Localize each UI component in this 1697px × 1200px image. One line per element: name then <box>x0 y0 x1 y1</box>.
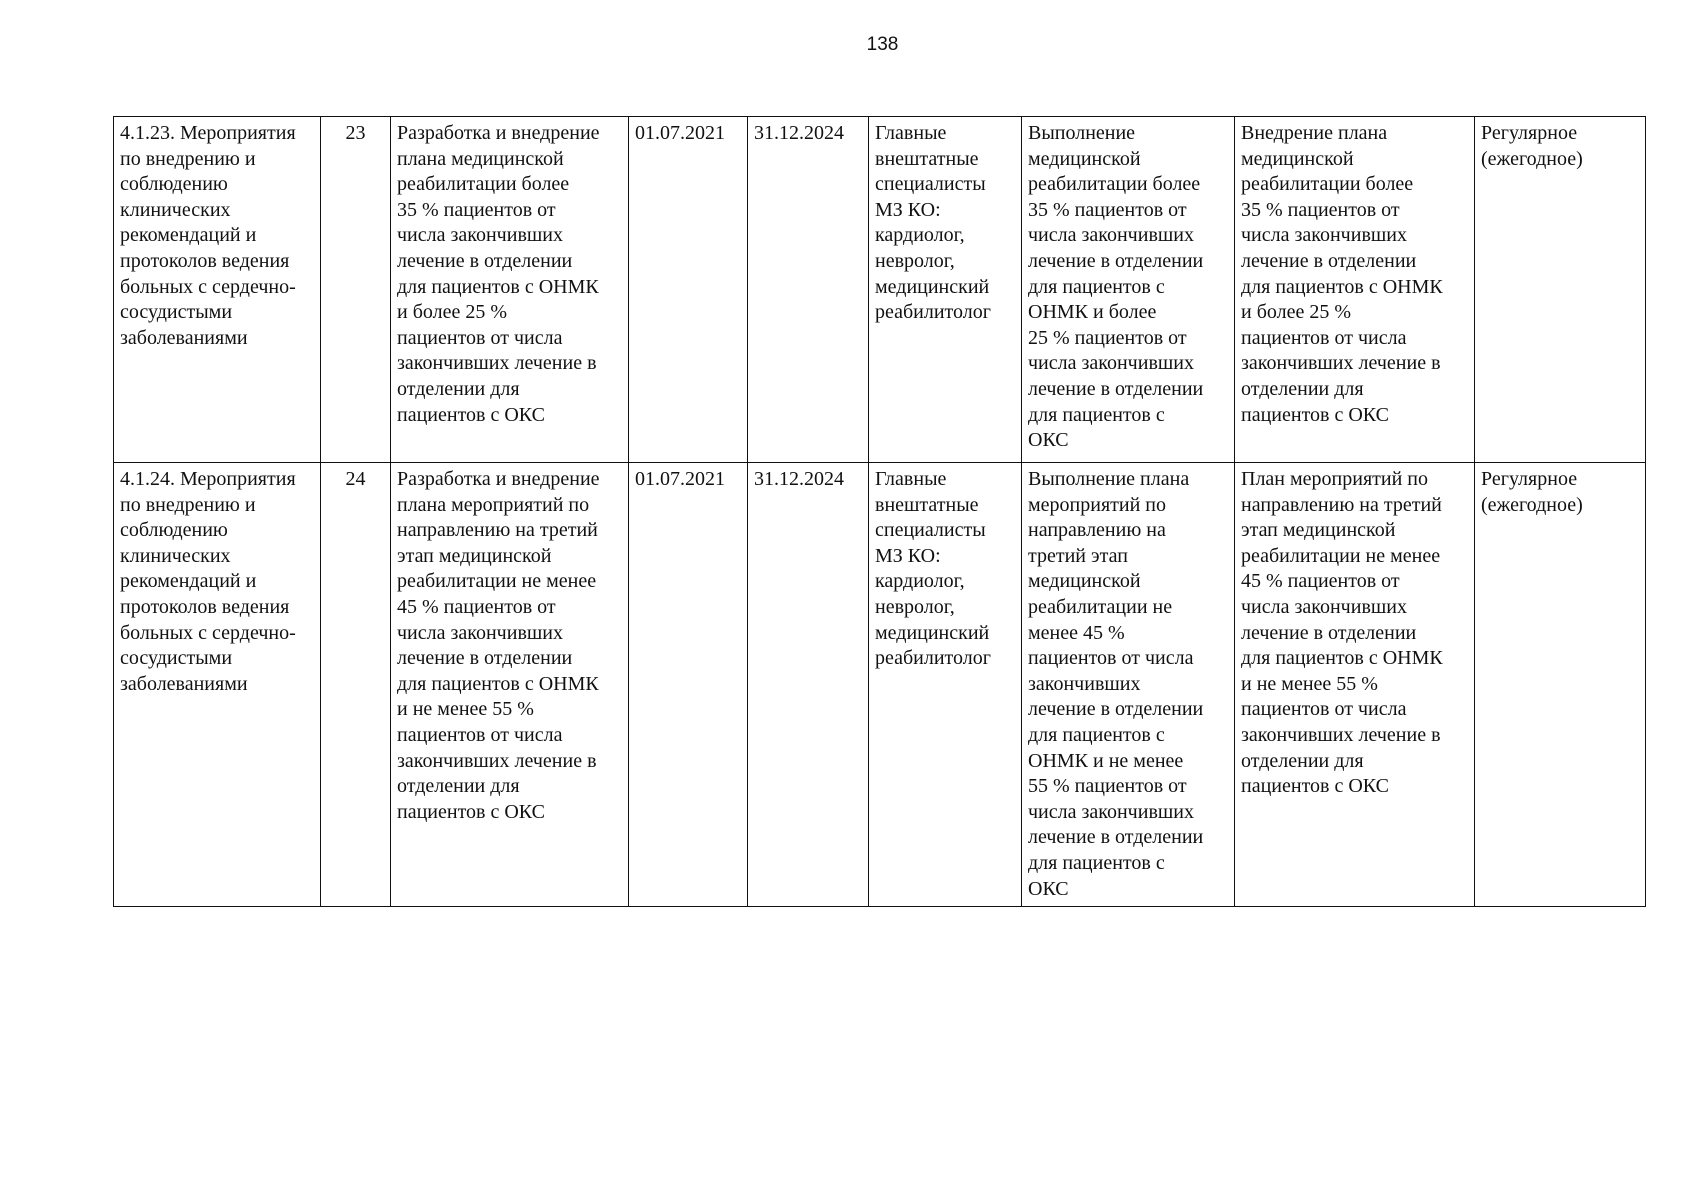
end-date-text: 31.12.2024 <box>754 122 844 144</box>
page-number: 138 <box>866 34 899 55</box>
action-text: Разработка и внедрение плана мероприятий по направлению на третий этап медицинской реабилитации не менее 45 % пациентов от числа закончивших лечение в отделении для пациентов с ОНМК и не менее 55 % пациентов от числа закончивших лечение в отделении для пациентов с ОКС <box>397 468 600 823</box>
start-date-text: 01.07.2021 <box>635 468 725 490</box>
indicator-text: Выполнение медицинской реабилитации более 35 % пациентов от числа закончивших лечение в отделении для пациентов с ОНМК и более 25 % пациентов от числа закончивших лечение в отделении для пациентов с ОКС <box>1028 122 1204 452</box>
result-text: План мероприятий по направлению на третий этап медицинской реабилитации не менее 45 % пациентов от числа закончивших лечение в отделении для пациентов с ОНМК и не менее 55 % пациентов от числа закончивших лечение в отделении для пациентов с ОКС <box>1241 468 1443 798</box>
responsible-cell <box>869 463 1022 907</box>
indicator-text: Выполнение плана мероприятий по направлению на третий этап медицинской реабилитации не менее 45 % пациентов от числа закончивших лечение в отделении для пациентов с ОНМК и не менее 55 % пациентов от числа закончивших лечение в отделении для пациентов с ОКС <box>1028 468 1204 900</box>
start-date-cell <box>629 117 748 463</box>
indicator-cell <box>1022 463 1235 907</box>
end-date-cell <box>748 117 869 463</box>
action-cell <box>391 463 629 907</box>
frequency-text: Регулярное (ежегодное) <box>1481 122 1583 170</box>
number-cell <box>321 117 391 463</box>
number-text: 24 <box>345 468 366 490</box>
end-date-cell <box>748 463 869 907</box>
responsible-text: Главные внештатные специалисты МЗ КО: кардиолог, невролог, медицинский реабилитолог <box>875 122 991 324</box>
activity-cell <box>114 463 321 907</box>
responsible-text: Главные внештатные специалисты МЗ КО: кардиолог, невролог, медицинский реабилитолог <box>875 468 991 670</box>
number-cell <box>321 463 391 907</box>
activity-text: 4.1.24. Мероприятия по внедрению и соблюдению клинических рекомендаций и протоколов ведения больных с сердечно- сосудистыми заболеваниями <box>120 468 296 695</box>
frequency-cell <box>1475 463 1646 907</box>
result-cell <box>1235 117 1475 463</box>
start-date-text: 01.07.2021 <box>635 122 725 144</box>
frequency-text: Регулярное (ежегодное) <box>1481 468 1583 516</box>
frequency-cell <box>1475 117 1646 463</box>
activity-text: 4.1.23. Мероприятия по внедрению и соблюдению клинических рекомендаций и протоколов ведения больных с сердечно- сосудистыми заболеваниями <box>120 122 296 349</box>
activity-plan-table <box>113 116 1646 907</box>
result-text: Внедрение плана медицинской реабилитации более 35 % пациентов от числа закончивших лечение в отделении для пациентов с ОНМК и более 25 % пациентов от числа закончивших лечение в отделении для пациентов с ОКС <box>1241 122 1443 426</box>
start-date-cell <box>629 463 748 907</box>
end-date-text: 31.12.2024 <box>754 468 844 490</box>
action-text: Разработка и внедрение плана медицинской реабилитации более 35 % пациентов от числа закончивших лечение в отделении для пациентов с ОНМК и более 25 % пациентов от числа закончивших лечение в отделении для пациентов с ОКС <box>397 122 600 426</box>
activity-cell <box>114 117 321 463</box>
result-cell <box>1235 463 1475 907</box>
number-text: 23 <box>345 122 366 144</box>
action-cell <box>391 117 629 463</box>
table-row <box>114 117 1646 463</box>
table-row <box>114 463 1646 907</box>
indicator-cell <box>1022 117 1235 463</box>
responsible-cell <box>869 117 1022 463</box>
